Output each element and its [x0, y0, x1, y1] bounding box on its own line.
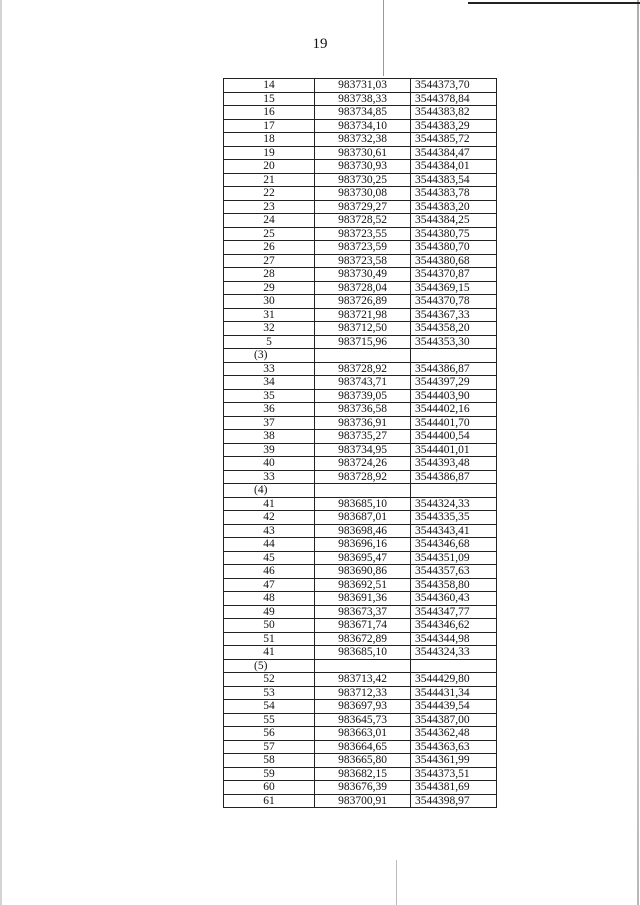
x-coordinate-cell: 983645,73: [315, 713, 411, 727]
y-coordinate-cell: 3544358,20: [411, 322, 497, 336]
point-number-cell: 26: [224, 241, 315, 255]
y-coordinate-cell: [411, 484, 497, 498]
x-coordinate-cell: 983731,03: [315, 79, 411, 93]
table-row: [224, 443, 497, 457]
y-coordinate-cell: 3544351,09: [411, 551, 497, 565]
point-number-cell: 24: [224, 214, 315, 228]
x-coordinate-cell: 983730,25: [315, 173, 411, 187]
x-coordinate-cell: 983671,74: [315, 619, 411, 633]
point-number-cell: 5: [224, 335, 315, 349]
table-row: [224, 133, 497, 147]
y-coordinate-cell: 3544381,69: [411, 781, 497, 795]
point-number-cell: 32: [224, 322, 315, 336]
x-coordinate-cell: 983713,42: [315, 673, 411, 687]
y-coordinate-cell: 3544378,84: [411, 92, 497, 106]
point-number-cell: 17: [224, 119, 315, 133]
y-coordinate-cell: 3544370,78: [411, 295, 497, 309]
table-row: [224, 389, 497, 403]
table-row: [224, 376, 497, 390]
x-coordinate-cell: 983735,27: [315, 430, 411, 444]
y-coordinate-cell: 3544401,01: [411, 443, 497, 457]
y-coordinate-cell: 3544361,99: [411, 754, 497, 768]
y-coordinate-cell: 3544358,80: [411, 578, 497, 592]
x-coordinate-cell: 983685,10: [315, 497, 411, 511]
scan-edge-right: [637, 0, 639, 905]
x-coordinate-cell: 983730,49: [315, 268, 411, 282]
table-row: [224, 632, 497, 646]
point-number-cell: 30: [224, 295, 315, 309]
y-coordinate-cell: 3544403,90: [411, 389, 497, 403]
page-number: 19: [312, 36, 328, 52]
point-number-cell: 33: [224, 470, 315, 484]
x-coordinate-cell: 983730,93: [315, 160, 411, 174]
y-coordinate-cell: 3544380,70: [411, 241, 497, 255]
y-coordinate-cell: 3544324,33: [411, 497, 497, 511]
table-row: [224, 322, 497, 336]
point-number-cell: 41: [224, 497, 315, 511]
x-coordinate-cell: 983728,92: [315, 362, 411, 376]
point-number-cell: 14: [224, 79, 315, 93]
point-number-cell: 18: [224, 133, 315, 147]
y-coordinate-cell: 3544397,29: [411, 376, 497, 390]
table-row: [224, 146, 497, 160]
table-row: [224, 430, 497, 444]
table-row: [224, 295, 497, 309]
group-header-row: [224, 659, 497, 673]
y-coordinate-cell: 3544324,33: [411, 646, 497, 660]
x-coordinate-cell: 983721,98: [315, 308, 411, 322]
point-number-cell: 25: [224, 227, 315, 241]
x-coordinate-cell: 983712,50: [315, 322, 411, 336]
x-coordinate-cell: 983685,10: [315, 646, 411, 660]
table-row: [224, 470, 497, 484]
x-coordinate-cell: 983672,89: [315, 632, 411, 646]
y-coordinate-cell: 3544360,43: [411, 592, 497, 606]
y-coordinate-cell: 3544384,01: [411, 160, 497, 174]
table-row: [224, 119, 497, 133]
x-coordinate-cell: 983723,55: [315, 227, 411, 241]
y-coordinate-cell: 3544383,20: [411, 200, 497, 214]
table-row: [224, 173, 497, 187]
x-coordinate-cell: 983724,26: [315, 457, 411, 471]
table-row: [224, 767, 497, 781]
y-coordinate-cell: 3544429,80: [411, 673, 497, 687]
table-row: [224, 106, 497, 120]
table-row: [224, 673, 497, 687]
table-row: [224, 92, 497, 106]
y-coordinate-cell: 3544353,30: [411, 335, 497, 349]
y-coordinate-cell: 3544402,16: [411, 403, 497, 417]
x-coordinate-cell: 983728,04: [315, 281, 411, 295]
x-coordinate-cell: 983728,92: [315, 470, 411, 484]
point-number-cell: 36: [224, 403, 315, 417]
point-number-cell: 19: [224, 146, 315, 160]
x-coordinate-cell: 983730,08: [315, 187, 411, 201]
point-number-cell: 45: [224, 551, 315, 565]
x-coordinate-cell: 983664,65: [315, 740, 411, 754]
point-number-cell: 39: [224, 443, 315, 457]
table-row: [224, 200, 497, 214]
table-row: [224, 605, 497, 619]
x-coordinate-cell: 983682,15: [315, 767, 411, 781]
y-coordinate-cell: 3544383,82: [411, 106, 497, 120]
table-row: [224, 713, 497, 727]
table-row: [224, 686, 497, 700]
y-coordinate-cell: 3544370,87: [411, 268, 497, 282]
point-number-cell: 41: [224, 646, 315, 660]
y-coordinate-cell: 3544362,48: [411, 727, 497, 741]
point-number-cell: 15: [224, 92, 315, 106]
scan-edge-top: [468, 2, 640, 4]
point-number-cell: 57: [224, 740, 315, 754]
y-coordinate-cell: [411, 659, 497, 673]
point-number-cell: 53: [224, 686, 315, 700]
table-row: [224, 727, 497, 741]
table-row: [224, 457, 497, 471]
y-coordinate-cell: [411, 349, 497, 363]
y-coordinate-cell: 3544343,41: [411, 524, 497, 538]
y-coordinate-cell: 3544380,68: [411, 254, 497, 268]
table-row: [224, 241, 497, 255]
point-number-cell: 35: [224, 389, 315, 403]
y-coordinate-cell: 3544383,54: [411, 173, 497, 187]
x-coordinate-cell: [315, 659, 411, 673]
x-coordinate-cell: 983738,33: [315, 92, 411, 106]
y-coordinate-cell: 3544373,70: [411, 79, 497, 93]
point-number-cell: 55: [224, 713, 315, 727]
point-number-cell: 38: [224, 430, 315, 444]
point-number-cell: 50: [224, 619, 315, 633]
point-number-cell: 33: [224, 362, 315, 376]
table-row: [224, 619, 497, 633]
y-coordinate-cell: 3544335,35: [411, 511, 497, 525]
y-coordinate-cell: 3544439,54: [411, 700, 497, 714]
point-number-cell: 48: [224, 592, 315, 606]
x-coordinate-cell: 983698,46: [315, 524, 411, 538]
y-coordinate-cell: 3544387,00: [411, 713, 497, 727]
y-coordinate-cell: 3544363,63: [411, 740, 497, 754]
table-row: [224, 254, 497, 268]
table-row: [224, 335, 497, 349]
x-coordinate-cell: [315, 484, 411, 498]
y-coordinate-cell: 3544347,77: [411, 605, 497, 619]
y-coordinate-cell: 3544384,25: [411, 214, 497, 228]
x-coordinate-cell: 983728,52: [315, 214, 411, 228]
x-coordinate-cell: 983734,10: [315, 119, 411, 133]
x-coordinate-cell: 983723,59: [315, 241, 411, 255]
x-coordinate-cell: 983732,38: [315, 133, 411, 147]
point-number-cell: 20: [224, 160, 315, 174]
table-row: [224, 794, 497, 808]
x-coordinate-cell: 983687,01: [315, 511, 411, 525]
y-coordinate-cell: 3544401,70: [411, 416, 497, 430]
table-row: [224, 700, 497, 714]
table-row: [224, 160, 497, 174]
x-coordinate-cell: 983696,16: [315, 538, 411, 552]
x-coordinate-cell: 983730,61: [315, 146, 411, 160]
coordinates-table-body: [224, 79, 497, 808]
y-coordinate-cell: 3544431,34: [411, 686, 497, 700]
table-row: [224, 362, 497, 376]
x-coordinate-cell: 983715,96: [315, 335, 411, 349]
fold-line-bottom: [396, 860, 397, 905]
point-number-cell: 42: [224, 511, 315, 525]
x-coordinate-cell: 983692,51: [315, 578, 411, 592]
x-coordinate-cell: 983712,33: [315, 686, 411, 700]
y-coordinate-cell: 3544393,48: [411, 457, 497, 471]
x-coordinate-cell: 983665,80: [315, 754, 411, 768]
y-coordinate-cell: 3544380,75: [411, 227, 497, 241]
point-number-cell: 23: [224, 200, 315, 214]
point-number-cell: (5): [224, 659, 315, 673]
table-row: [224, 79, 497, 93]
point-number-cell: 21: [224, 173, 315, 187]
table-row: [224, 227, 497, 241]
x-coordinate-cell: 983736,91: [315, 416, 411, 430]
table-row: [224, 565, 497, 579]
y-coordinate-cell: 3544369,15: [411, 281, 497, 295]
x-coordinate-cell: 983695,47: [315, 551, 411, 565]
y-coordinate-cell: 3544383,29: [411, 119, 497, 133]
point-number-cell: 60: [224, 781, 315, 795]
y-coordinate-cell: 3544384,47: [411, 146, 497, 160]
x-coordinate-cell: 983663,01: [315, 727, 411, 741]
y-coordinate-cell: 3544357,63: [411, 565, 497, 579]
x-coordinate-cell: 983743,71: [315, 376, 411, 390]
point-number-cell: 47: [224, 578, 315, 592]
table-row: [224, 538, 497, 552]
x-coordinate-cell: 983726,89: [315, 295, 411, 309]
point-number-cell: 28: [224, 268, 315, 282]
x-coordinate-cell: 983734,95: [315, 443, 411, 457]
point-number-cell: 29: [224, 281, 315, 295]
point-number-cell: 52: [224, 673, 315, 687]
x-coordinate-cell: 983739,05: [315, 389, 411, 403]
x-coordinate-cell: 983736,58: [315, 403, 411, 417]
y-coordinate-cell: 3544373,51: [411, 767, 497, 781]
x-coordinate-cell: 983734,85: [315, 106, 411, 120]
x-coordinate-cell: 983700,91: [315, 794, 411, 808]
point-number-cell: 43: [224, 524, 315, 538]
table-row: [224, 551, 497, 565]
table-row: [224, 214, 497, 228]
table-row: [224, 187, 497, 201]
group-header-row: [224, 349, 497, 363]
table-row: [224, 511, 497, 525]
y-coordinate-cell: 3544383,78: [411, 187, 497, 201]
y-coordinate-cell: 3544400,54: [411, 430, 497, 444]
point-number-cell: 49: [224, 605, 315, 619]
y-coordinate-cell: 3544386,87: [411, 470, 497, 484]
x-coordinate-cell: [315, 349, 411, 363]
table-row: [224, 416, 497, 430]
y-coordinate-cell: 3544385,72: [411, 133, 497, 147]
x-coordinate-cell: 983729,27: [315, 200, 411, 214]
table-row: [224, 740, 497, 754]
y-coordinate-cell: 3544346,68: [411, 538, 497, 552]
scan-edge-left: [0, 0, 2, 905]
table-row: [224, 281, 497, 295]
x-coordinate-cell: 983690,86: [315, 565, 411, 579]
table-row: [224, 592, 497, 606]
y-coordinate-cell: 3544398,97: [411, 794, 497, 808]
table-row: [224, 497, 497, 511]
point-number-cell: 31: [224, 308, 315, 322]
point-number-cell: 44: [224, 538, 315, 552]
x-coordinate-cell: 983723,58: [315, 254, 411, 268]
point-number-cell: 54: [224, 700, 315, 714]
table-row: [224, 268, 497, 282]
x-coordinate-cell: 983673,37: [315, 605, 411, 619]
table-row: [224, 308, 497, 322]
point-number-cell: 34: [224, 376, 315, 390]
table-row: [224, 754, 497, 768]
coordinates-table: [223, 78, 497, 808]
table-row: [224, 524, 497, 538]
point-number-cell: (4): [224, 484, 315, 498]
y-coordinate-cell: 3544367,33: [411, 308, 497, 322]
table-row: [224, 781, 497, 795]
point-number-cell: 37: [224, 416, 315, 430]
y-coordinate-cell: 3544344,98: [411, 632, 497, 646]
point-number-cell: 59: [224, 767, 315, 781]
point-number-cell: 16: [224, 106, 315, 120]
x-coordinate-cell: 983697,93: [315, 700, 411, 714]
x-coordinate-cell: 983691,36: [315, 592, 411, 606]
point-number-cell: 40: [224, 457, 315, 471]
point-number-cell: 56: [224, 727, 315, 741]
point-number-cell: 51: [224, 632, 315, 646]
table-row: [224, 578, 497, 592]
x-coordinate-cell: 983676,39: [315, 781, 411, 795]
table-row: [224, 646, 497, 660]
point-number-cell: 58: [224, 754, 315, 768]
point-number-cell: 61: [224, 794, 315, 808]
y-coordinate-cell: 3544346,62: [411, 619, 497, 633]
group-header-row: [224, 484, 497, 498]
table-row: [224, 403, 497, 417]
y-coordinate-cell: 3544386,87: [411, 362, 497, 376]
point-number-cell: 27: [224, 254, 315, 268]
point-number-cell: 22: [224, 187, 315, 201]
point-number-cell: 46: [224, 565, 315, 579]
point-number-cell: (3): [224, 349, 315, 363]
